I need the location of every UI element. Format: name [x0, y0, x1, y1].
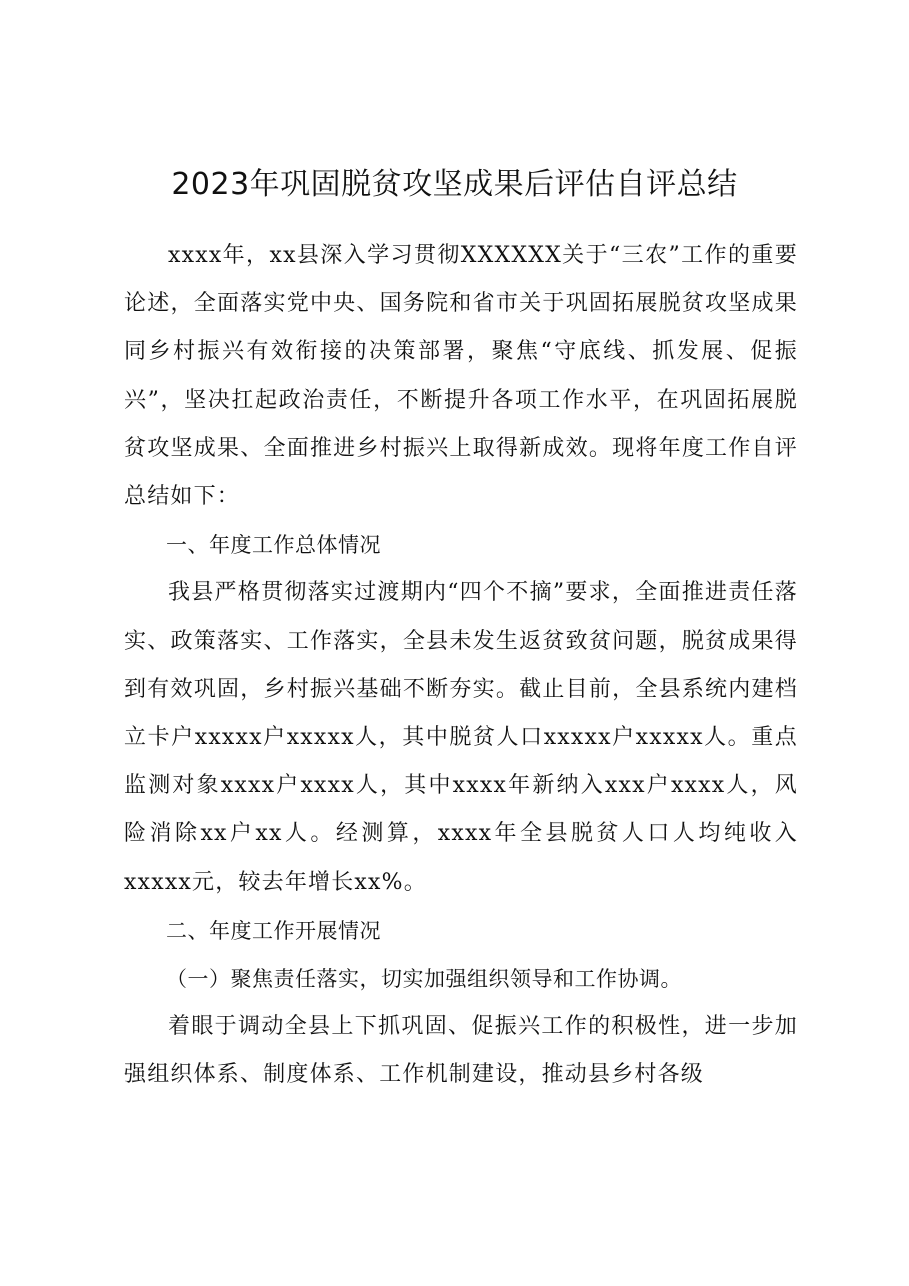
subsection-heading-responsibility: （一）聚焦责任落实，切实加强组织领导和工作协调。: [166, 967, 682, 992]
section-heading-overall: 一、年度工作总体情况: [166, 533, 381, 558]
intro-paragraph: xxxx年，xx县深入学习贯彻XXXXXX关于“三农”工作的重要论述，全面落实党中央、国务院和省市关于巩固拓展脱贫攻坚成果同乡村振兴有效衔接的决策部署，聚焦“守底线、抓发展、促振兴”，坚决扛起政治责任，不断提升各项工作水平，在巩固拓展脱贫攻坚成果、全面推进乡村振兴上取得新成效。现将年度工作自评总结如下：: [124, 243, 798, 510]
overall-paragraph: 我县严格贯彻落实过渡期内“四个不摘”要求，全面推进责任落实、政策落实、工作落实，全县未发生返贫致贫问题，脱贫成果得到有效巩固，乡村振兴基础不断夯实。截止目前，全县系统内建档立卡户xxxxx户xxxxx人，其中脱贫人口xxxxx户xxxxx人。重点监测对象xxxx户xxxx人，其中xxxx年新纳入xxx户xxxx人，风险消除xx户xx人。经测算，xxxx年全县脱贫人口人均纯收入xxxxx元，较去年增长xx%。: [124, 580, 798, 895]
responsibility-paragraph: 着眼于调动全县上下抓巩固、促振兴工作的积极性，进一步加强组织体系、制度体系、工作机制建设，推动县乡村各级: [124, 1014, 798, 1088]
section-heading-work: 二、年度工作开展情况: [166, 918, 381, 943]
document-body: [124, 232, 798, 1100]
document-title: 2023年巩固脱贫攻坚成果后评估自评总结: [171, 167, 738, 202]
